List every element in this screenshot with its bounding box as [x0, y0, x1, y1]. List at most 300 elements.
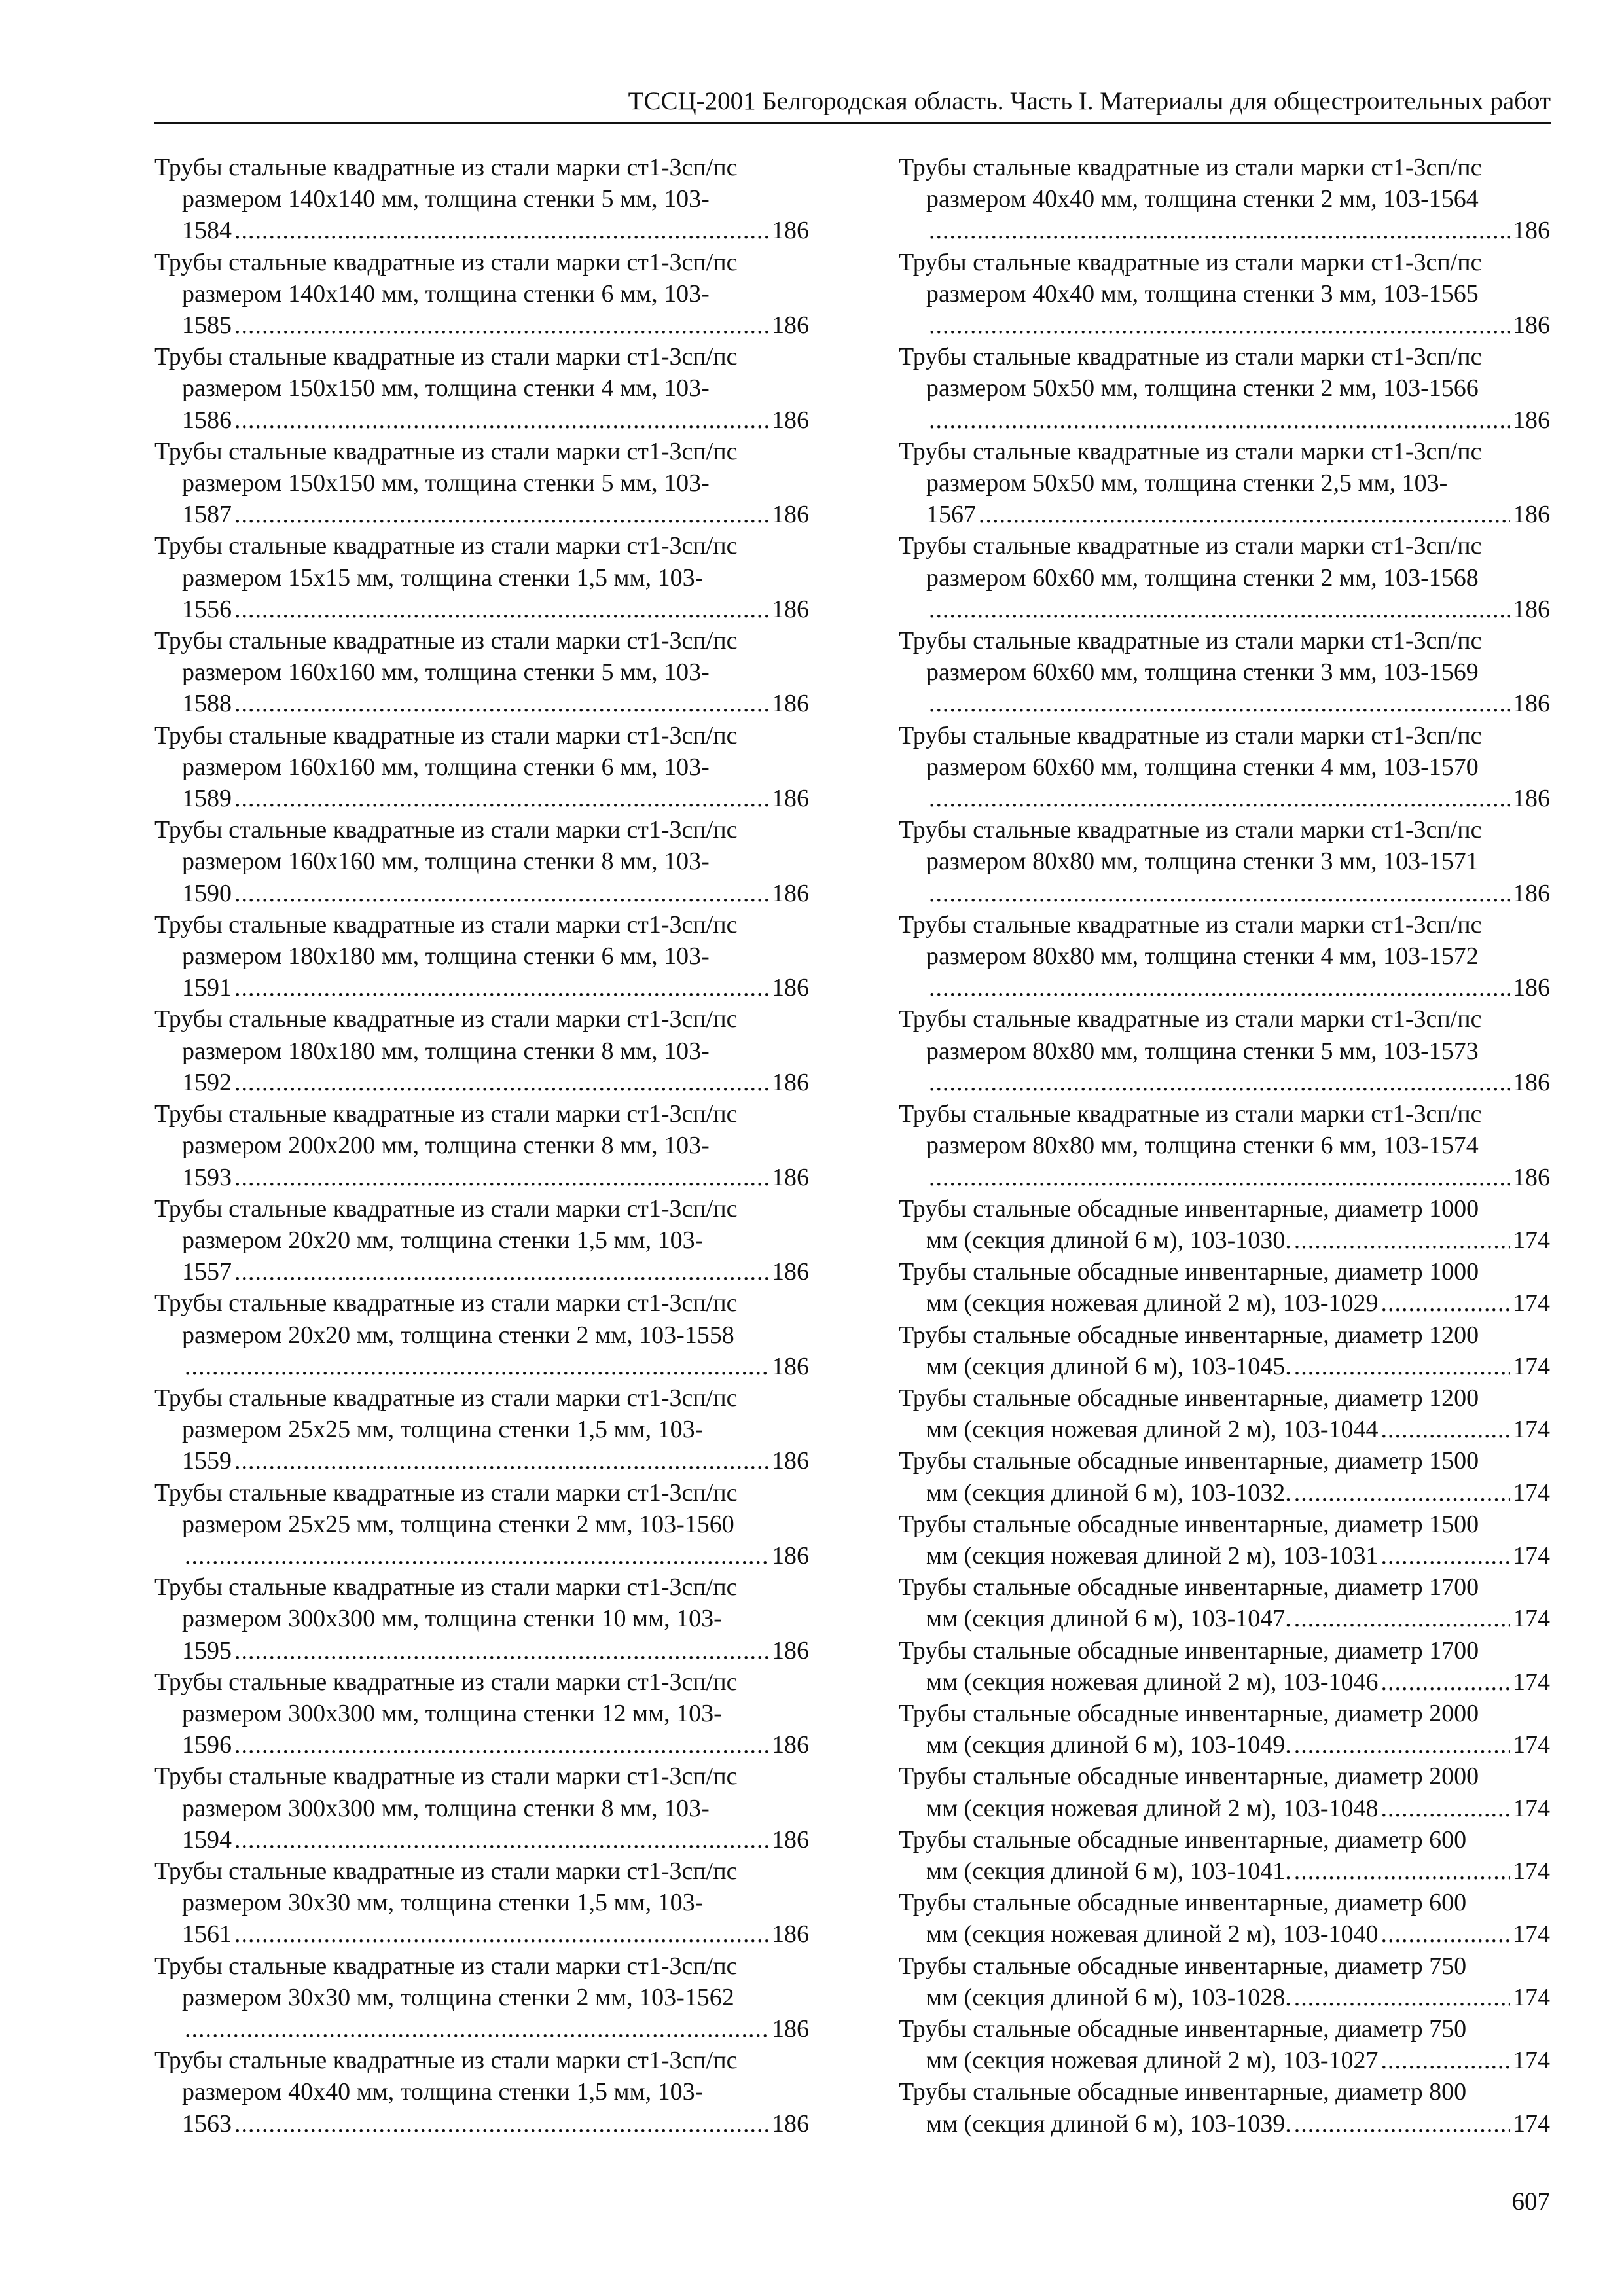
entry-page-ref: 186: [1513, 1163, 1550, 1191]
index-entry: [154, 1761, 809, 1856]
entry-title: Трубы стальные обсадные инвентарные, диаметр 1200: [899, 1321, 1479, 1349]
entry-page-ref: 174: [1513, 1226, 1550, 1254]
entry-last-line: [899, 1225, 1550, 1256]
dot-leader: [1294, 1477, 1510, 1509]
entry-page-ref: 186: [772, 1920, 809, 1948]
entry-tail: 1591: [182, 974, 232, 1002]
entry-last-line: [899, 1666, 1550, 1698]
entry-page-ref: 174: [1513, 1289, 1550, 1318]
entry-tail: мм (секция длиной 6 м), 103-1032.: [926, 1479, 1291, 1507]
index-entry: [899, 720, 1550, 815]
entry-text: размером 200х200 мм, толщина стенки 8 мм, 103-: [182, 1132, 710, 1160]
dot-leader: [234, 2108, 769, 2140]
entry-title: Трубы стальные обсадные инвентарные, диаметр 750: [899, 1952, 1467, 1980]
dot-leader: [234, 499, 769, 530]
entry-last-line: [899, 215, 1550, 246]
index-entry: [154, 1098, 809, 1193]
entry-text: размером 160х160 мм, толщина стенки 8 мм, 103-: [182, 848, 710, 876]
entry-page-ref: 186: [772, 501, 809, 529]
entry-text: размером 180х180 мм, толщина стенки 6 мм, 103-: [182, 942, 710, 971]
dot-leader: [929, 783, 1510, 814]
entry-title: Трубы стальные обсадные инвентарные, диаметр 1000: [899, 1258, 1479, 1286]
index-entry: [899, 1319, 1550, 1382]
dot-leader: [234, 878, 769, 909]
entry-text: размером 20х20 мм, толщина стенки 1,5 мм, 103-: [182, 1226, 704, 1254]
entry-last-line: [154, 1162, 809, 1193]
dot-leader: [234, 1256, 769, 1287]
entry-page-ref: 186: [772, 974, 809, 1002]
dot-leader: [185, 1540, 769, 1571]
entry-text: размером 300х300 мм, толщина стенки 10 мм, 103-: [182, 1605, 722, 1633]
dot-leader: [1381, 1540, 1510, 1571]
entry-tail: 1556: [182, 595, 232, 623]
entry-page-ref: 174: [1513, 1416, 1550, 1444]
page-number: 607: [1511, 2187, 1550, 2215]
entry-text: размером 60х60 мм, толщина стенки 4 мм, 103-1570: [926, 753, 1479, 781]
entry-page-ref: 174: [1513, 1920, 1550, 1948]
entry-title: Трубы стальные квадратные из стали марки ст1-3сп/пс: [154, 437, 738, 465]
entry-title: Трубы стальные квадратные из стали марки ст1-3сп/пс: [154, 1857, 738, 1885]
entry-page-ref: 186: [772, 1447, 809, 1475]
entry-tail: 1559: [182, 1447, 232, 1475]
entry-tail: мм (секция длиной 6 м), 103-1041.: [926, 1857, 1291, 1885]
entry-last-line: [899, 878, 1550, 909]
index-entry: [154, 1666, 809, 1761]
entry-text: размером 180х180 мм, толщина стенки 8 мм, 103-: [182, 1037, 710, 1065]
entry-tail: 1592: [182, 1068, 232, 1096]
entry-text: размером 40х40 мм, толщина стенки 2 мм, 103-1564: [926, 185, 1479, 213]
entry-last-line: [899, 594, 1550, 625]
entry-text: размером 140х140 мм, толщина стенки 6 мм, 103-: [182, 279, 710, 308]
index-entry: [154, 341, 809, 436]
entry-page-ref: 186: [772, 1636, 809, 1664]
entry-page-ref: 186: [772, 690, 809, 718]
entry-last-line: [899, 2045, 1550, 2076]
index-entry: [899, 625, 1550, 720]
index-entry: [154, 1950, 809, 2045]
dot-leader: [929, 972, 1510, 1003]
entry-title: Трубы стальные обсадные инвентарные, диаметр 800: [899, 2078, 1467, 2106]
entry-page-ref: 186: [772, 1258, 809, 1286]
entry-last-line: [899, 1351, 1550, 1382]
dot-leader: [1381, 1666, 1510, 1698]
dot-leader: [929, 688, 1510, 719]
entry-text: размером 140х140 мм, толщина стенки 5 мм, 103-: [182, 185, 710, 213]
entry-last-line: [154, 594, 809, 625]
entry-title: Трубы стальные квадратные из стали марки ст1-3сп/пс: [154, 1384, 738, 1412]
entry-tail: мм (секция ножевая длиной 2 м), 103-1027: [926, 2047, 1379, 2075]
entry-last-line: [899, 1162, 1550, 1193]
index-entry: [154, 1382, 809, 1477]
index-entry: [154, 2045, 809, 2140]
entry-last-line: [154, 1729, 809, 1761]
entry-title: Трубы стальные обсадные инвентарные, диаметр 1000: [899, 1194, 1479, 1223]
entry-page-ref: 174: [1513, 2109, 1550, 2138]
index-entry: [154, 625, 809, 720]
entry-last-line: [154, 783, 809, 814]
index-entry: [154, 814, 809, 909]
index-entry: [899, 1445, 1550, 1508]
entry-text: размером 40х40 мм, толщина стенки 3 мм, 103-1565: [926, 279, 1479, 308]
dot-leader: [1294, 2108, 1510, 2140]
entry-page-ref: 186: [1513, 217, 1550, 245]
index-entry: [899, 1761, 1550, 1823]
entry-last-line: [899, 2108, 1550, 2140]
entry-tail: мм (секция длиной 6 м), 103-1045.: [926, 1352, 1291, 1380]
entry-title: Трубы стальные обсадные инвентарные, диаметр 1700: [899, 1573, 1479, 1602]
dot-leader: [929, 1067, 1510, 1098]
entry-last-line: [899, 1414, 1550, 1445]
index-entry: [154, 530, 809, 625]
dot-leader: [929, 404, 1510, 436]
entry-title: Трубы стальные квадратные из стали марки ст1-3сп/пс: [154, 1100, 738, 1128]
index-entry: [899, 1824, 1550, 1887]
entry-title: Трубы стальные квадратные из стали марки ст1-3сп/пс: [899, 343, 1482, 371]
entry-page-ref: 186: [772, 1068, 809, 1096]
entry-page-ref: 174: [1513, 1352, 1550, 1380]
entry-page-ref: 186: [772, 785, 809, 813]
dot-leader: [1381, 1793, 1510, 1824]
dot-leader: [1381, 1287, 1510, 1319]
entry-tail: 1590: [182, 879, 232, 907]
entry-last-line: [899, 1540, 1550, 1571]
index-entry: [154, 1193, 809, 1288]
entry-tail: 1596: [182, 1731, 232, 1759]
index-entry: [899, 1571, 1550, 1634]
dot-leader: [234, 1635, 769, 1666]
index-entry: [899, 2076, 1550, 2139]
dot-leader: [234, 1824, 769, 1856]
dot-leader: [979, 499, 1510, 530]
entry-text: размером 150х150 мм, толщина стенки 5 мм, 103-: [182, 469, 710, 497]
entry-text: размером 60х60 мм, толщина стенки 2 мм, 103-1568: [926, 564, 1479, 592]
index-entry: [154, 1571, 809, 1666]
entry-title: Трубы стальные квадратные из стали марки ст1-3сп/пс: [154, 532, 738, 560]
index-entry: [899, 1193, 1550, 1256]
entry-text: размером 80х80 мм, толщина стенки 5 мм, 103-1573: [926, 1037, 1479, 1065]
dot-leader: [1294, 1351, 1510, 1382]
entry-page-ref: 186: [772, 1163, 809, 1191]
dot-leader: [234, 1918, 769, 1950]
index-entry: [899, 247, 1550, 342]
entry-last-line: [154, 972, 809, 1003]
entry-last-line: [899, 1477, 1550, 1509]
entry-title: Трубы стальные квадратные из стали марки ст1-3сп/пс: [154, 627, 738, 655]
entry-tail: 1588: [182, 690, 232, 718]
entry-title: Трубы стальные квадратные из стали марки ст1-3сп/пс: [899, 437, 1482, 465]
dot-leader: [1381, 1414, 1510, 1445]
entry-text: размером 160х160 мм, толщина стенки 5 мм, 103-: [182, 658, 710, 687]
entry-page-ref: 174: [1513, 1731, 1550, 1759]
entry-title: Трубы стальные квадратные из стали марки ст1-3сп/пс: [899, 627, 1482, 655]
index-entry: [899, 341, 1550, 436]
entry-tail: 1561: [182, 1920, 232, 1948]
index-entry: [899, 1887, 1550, 1950]
entry-page-ref: 186: [1513, 312, 1550, 340]
entry-title: Трубы стальные квадратные из стали марки ст1-3сп/пс: [154, 816, 738, 844]
entry-last-line: [154, 1445, 809, 1477]
entry-tail: мм (секция ножевая длиной 2 м), 103-1044: [926, 1416, 1379, 1444]
entry-last-line: [899, 1793, 1550, 1824]
index-entry: [899, 1256, 1550, 1319]
entry-tail: 1567: [926, 501, 976, 529]
entry-title: Трубы стальные обсадные инвентарные, диаметр 2000: [899, 1763, 1479, 1791]
entry-page-ref: 186: [772, 2015, 809, 2043]
entry-title: Трубы стальные квадратные из стали марки ст1-3сп/пс: [154, 1289, 738, 1318]
entry-tail: 1587: [182, 501, 232, 529]
entry-text: размером 20х20 мм, толщина стенки 2 мм, 103-1558: [182, 1321, 734, 1349]
entry-last-line: [899, 310, 1550, 341]
dot-leader: [234, 972, 769, 1003]
index-entry: [154, 1287, 809, 1382]
entry-last-line: [154, 1540, 809, 1571]
entry-title: Трубы стальные квадратные из стали марки ст1-3сп/пс: [899, 1005, 1482, 1033]
dot-leader: [1294, 1856, 1510, 1887]
entry-title: Трубы стальные обсадные инвентарные, диаметр 2000: [899, 1699, 1479, 1727]
dot-leader: [929, 215, 1510, 246]
entry-title: Трубы стальные квадратные из стали марки ст1-3сп/пс: [154, 248, 738, 276]
entry-text: размером 150х150 мм, толщина стенки 4 мм, 103-: [182, 374, 710, 403]
index-entry: [899, 436, 1550, 531]
entry-last-line: [154, 688, 809, 719]
entry-page-ref: 174: [1513, 1541, 1550, 1570]
entry-page-ref: 186: [772, 1352, 809, 1380]
entry-page-ref: 186: [1513, 690, 1550, 718]
entry-text: размером 80х80 мм, толщина стенки 4 мм, 103-1572: [926, 942, 1479, 971]
entry-title: Трубы стальные квадратные из стали марки ст1-3сп/пс: [154, 1479, 738, 1507]
entry-last-line: [154, 878, 809, 909]
entry-tail: 1594: [182, 1825, 232, 1854]
entry-tail: 1585: [182, 312, 232, 340]
entry-text: размером 25х25 мм, толщина стенки 2 мм, 103-1560: [182, 1510, 734, 1538]
entry-title: Трубы стальные квадратные из стали марки ст1-3сп/пс: [154, 2047, 738, 2075]
entry-title: Трубы стальные квадратные из стали марки ст1-3сп/пс: [154, 1005, 738, 1033]
index-entry: [899, 1698, 1550, 1761]
entry-last-line: [899, 1603, 1550, 1634]
index-entry: [899, 2013, 1550, 2076]
entry-last-line: [154, 1824, 809, 1856]
entry-page-ref: 186: [772, 1731, 809, 1759]
entry-last-line: [154, 215, 809, 246]
dot-leader: [234, 1067, 769, 1098]
entry-text: размером 80х80 мм, толщина стенки 6 мм, 103-1574: [926, 1132, 1479, 1160]
entry-page-ref: 186: [772, 879, 809, 907]
dot-leader: [929, 878, 1510, 909]
index-entry: [154, 720, 809, 815]
entry-last-line: [154, 1067, 809, 1098]
index-entry: [154, 436, 809, 531]
entry-title: Трубы стальные квадратные из стали марки ст1-3сп/пс: [899, 532, 1482, 560]
index-entry: [899, 909, 1550, 1004]
entry-text: размером 50х50 мм, толщина стенки 2 мм, 103-1566: [926, 374, 1479, 403]
entry-page-ref: 186: [1513, 501, 1550, 529]
entry-last-line: [154, 1918, 809, 1950]
entry-last-line: [154, 1351, 809, 1382]
entry-page-ref: 174: [1513, 1479, 1550, 1507]
index-entry: [154, 1003, 809, 1098]
entry-title: Трубы стальные квадратные из стали марки ст1-3сп/пс: [899, 816, 1482, 844]
entry-last-line: [899, 1918, 1550, 1950]
index-entry: [154, 909, 809, 1004]
index-column-right: [899, 152, 1550, 2140]
entry-tail: 1586: [182, 406, 232, 434]
entry-text: размером 30х30 мм, толщина стенки 1,5 мм, 103-: [182, 1889, 704, 1917]
entry-tail: 1593: [182, 1163, 232, 1191]
dot-leader: [185, 1351, 769, 1382]
entry-page-ref: 186: [772, 595, 809, 623]
entry-title: Трубы стальные обсадные инвентарные, диаметр 750: [899, 2015, 1467, 2043]
entry-title: Трубы стальные обсадные инвентарные, диаметр 1500: [899, 1447, 1479, 1475]
entry-title: Трубы стальные квадратные из стали марки ст1-3сп/пс: [154, 721, 738, 749]
entry-tail: 1589: [182, 785, 232, 813]
index-entry: [154, 1477, 809, 1572]
entry-last-line: [899, 783, 1550, 814]
entry-page-ref: 186: [772, 1541, 809, 1570]
entry-last-line: [154, 1256, 809, 1287]
entry-last-line: [899, 1729, 1550, 1761]
entry-text: размером 50х50 мм, толщина стенки 2,5 мм, 103-: [926, 469, 1448, 497]
entry-last-line: [154, 1635, 809, 1666]
entry-page-ref: 186: [772, 217, 809, 245]
entry-page-ref: 174: [1513, 1605, 1550, 1633]
entry-last-line: [899, 1287, 1550, 1319]
entry-title: Трубы стальные квадратные из стали марки ст1-3сп/пс: [899, 154, 1482, 181]
entry-last-line: [154, 310, 809, 341]
entry-title: Трубы стальные обсадные инвентарные, диаметр 600: [899, 1825, 1467, 1854]
entry-page-ref: 174: [1513, 1668, 1550, 1696]
dot-leader: [1381, 1918, 1510, 1950]
dot-leader: [234, 1729, 769, 1761]
entry-last-line: [899, 1982, 1550, 2013]
entry-page-ref: 186: [1513, 1068, 1550, 1096]
entry-last-line: [899, 972, 1550, 1003]
entry-last-line: [899, 688, 1550, 719]
entry-text: размером 60х60 мм, толщина стенки 3 мм, 103-1569: [926, 658, 1479, 687]
entry-tail: 1563: [182, 2109, 232, 2138]
entry-tail: 1557: [182, 1258, 232, 1286]
entry-page-ref: 174: [1513, 1794, 1550, 1822]
entry-tail: мм (секция длиной 6 м), 103-1030.: [926, 1226, 1291, 1254]
entry-text: размером 80х80 мм, толщина стенки 3 мм, 103-1571: [926, 848, 1479, 876]
index-entry: [154, 1856, 809, 1950]
entry-title: Трубы стальные квадратные из стали марки ст1-3сп/пс: [154, 1194, 738, 1223]
entry-last-line: [899, 404, 1550, 436]
entry-page-ref: 174: [1513, 1857, 1550, 1885]
entry-title: Трубы стальные квадратные из стали марки ст1-3сп/пс: [154, 910, 738, 939]
entry-title: Трубы стальные обсадные инвентарные, диаметр 1200: [899, 1384, 1479, 1412]
index-entry: [899, 1382, 1550, 1445]
entry-tail: мм (секция ножевая длиной 2 м), 103-1040: [926, 1920, 1379, 1948]
index-entry: [899, 1509, 1550, 1571]
dot-leader: [185, 2013, 769, 2045]
entry-tail: мм (секция длиной 6 м), 103-1028.: [926, 1983, 1291, 2011]
entry-tail: мм (секция длиной 6 м), 103-1049.: [926, 1731, 1291, 1759]
entry-page-ref: 186: [1513, 974, 1550, 1002]
entry-last-line: [154, 404, 809, 436]
dot-leader: [234, 1445, 769, 1477]
entry-page-ref: 186: [772, 406, 809, 434]
entry-title: Трубы стальные обсадные инвентарные, диаметр 1500: [899, 1510, 1479, 1538]
index-entry: [154, 152, 809, 247]
entry-text: размером 300х300 мм, толщина стенки 8 мм, 103-: [182, 1794, 710, 1822]
entry-title: Трубы стальные обсадные инвентарные, диаметр 600: [899, 1889, 1467, 1917]
entry-text: размером 25х25 мм, толщина стенки 1,5 мм, 103-: [182, 1416, 704, 1444]
entry-text: размером 30х30 мм, толщина стенки 2 мм, 103-1562: [182, 1983, 734, 2011]
entry-title: Трубы стальные квадратные из стали марки ст1-3сп/пс: [154, 1763, 738, 1791]
index-column-left: [154, 152, 809, 2140]
entry-last-line: [899, 499, 1550, 530]
entry-last-line: [899, 1067, 1550, 1098]
entry-tail: мм (секция ножевая длиной 2 м), 103-1029: [926, 1289, 1379, 1318]
entry-text: размером 15х15 мм, толщина стенки 1,5 мм, 103-: [182, 564, 704, 592]
entry-page-ref: 186: [772, 312, 809, 340]
entry-tail: 1584: [182, 217, 232, 245]
entry-page-ref: 186: [772, 1825, 809, 1854]
index-entry: [899, 1950, 1550, 2013]
entry-title: Трубы стальные квадратные из стали марки ст1-3сп/пс: [899, 721, 1482, 749]
entry-page-ref: 174: [1513, 2047, 1550, 2075]
entry-text: размером 40х40 мм, толщина стенки 1,5 мм, 103-: [182, 2078, 704, 2106]
index-entry: [899, 1098, 1550, 1193]
entry-title: Трубы стальные квадратные из стали марки ст1-3сп/пс: [154, 1668, 738, 1696]
entry-last-line: [154, 499, 809, 530]
running-header: ТССЦ-2001 Белгородская область. Часть I. Материалы для общестроительных работ: [154, 81, 1551, 124]
entry-last-line: [154, 2108, 809, 2140]
entry-title: Трубы стальные квадратные из стали марки ст1-3сп/пс: [899, 248, 1482, 276]
entry-title: Трубы стальные квадратные из стали марки ст1-3сп/пс: [899, 910, 1482, 939]
entry-tail: мм (секция длиной 6 м), 103-1047.: [926, 1605, 1291, 1633]
entry-text: размером 300х300 мм, толщина стенки 12 мм, 103-: [182, 1699, 722, 1727]
dot-leader: [929, 310, 1510, 341]
entry-tail: мм (секция ножевая длиной 2 м), 103-1046: [926, 1668, 1379, 1696]
entry-page-ref: 174: [1513, 1983, 1550, 2011]
entry-last-line: [154, 2013, 809, 2045]
index-entry: [154, 247, 809, 342]
dot-leader: [929, 1162, 1510, 1193]
entry-title: Трубы стальные квадратные из стали марки ст1-3сп/пс: [154, 343, 738, 371]
index-entry: [899, 152, 1550, 247]
entry-text: размером 160х160 мм, толщина стенки 6 мм, 103-: [182, 753, 710, 781]
entry-title: Трубы стальные обсадные инвентарные, диаметр 1700: [899, 1636, 1479, 1664]
dot-leader: [234, 688, 769, 719]
dot-leader: [1294, 1729, 1510, 1761]
entry-tail: мм (секция длиной 6 м), 103-1039.: [926, 2109, 1291, 2138]
dot-leader: [234, 404, 769, 436]
entry-title: Трубы стальные квадратные из стали марки ст1-3сп/пс: [154, 154, 738, 181]
entry-title: Трубы стальные квадратные из стали марки ст1-3сп/пс: [899, 1100, 1482, 1128]
index-entry: [899, 814, 1550, 909]
dot-leader: [234, 594, 769, 625]
index-entry: [899, 1003, 1550, 1098]
entry-tail: мм (секция ножевая длиной 2 м), 103-1031: [926, 1541, 1379, 1570]
index-entry: [899, 1635, 1550, 1698]
dot-leader: [234, 1162, 769, 1193]
dot-leader: [234, 783, 769, 814]
entry-page-ref: 186: [1513, 879, 1550, 907]
index-entry: [899, 530, 1550, 625]
dot-leader: [1294, 1603, 1510, 1634]
dot-leader: [234, 310, 769, 341]
entry-page-ref: 186: [772, 2109, 809, 2138]
dot-leader: [929, 594, 1510, 625]
dot-leader: [1381, 2045, 1510, 2076]
dot-leader: [234, 215, 769, 246]
dot-leader: [1294, 1225, 1510, 1256]
entry-last-line: [899, 1856, 1550, 1887]
entry-page-ref: 186: [1513, 785, 1550, 813]
entry-page-ref: 186: [1513, 595, 1550, 623]
entry-title: Трубы стальные квадратные из стали марки ст1-3сп/пс: [154, 1952, 738, 1980]
